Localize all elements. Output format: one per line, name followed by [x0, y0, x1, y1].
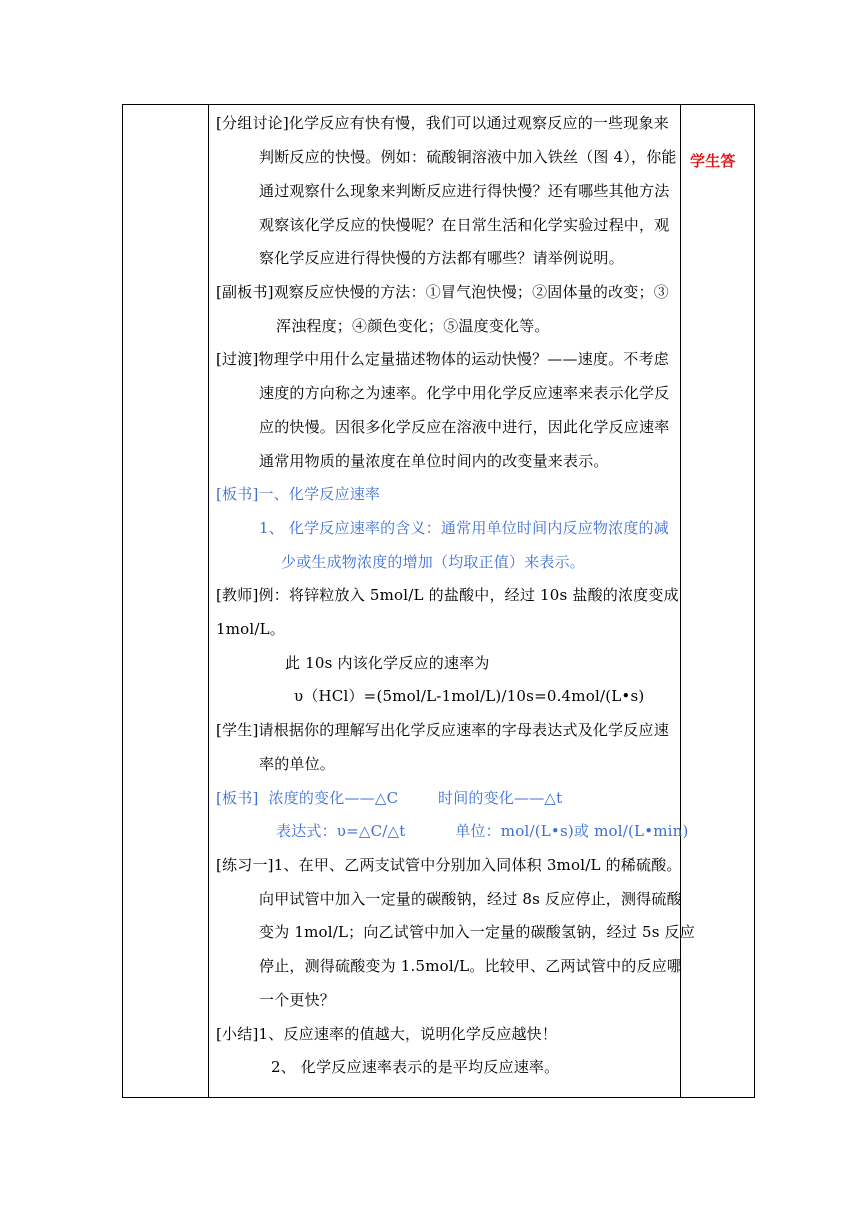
line-board-change: [板书] 浓度的变化——△C 时间的变化——△t [216, 789, 563, 807]
table-divider-2 [680, 104, 681, 1098]
line-exercise-5: 一个更快？ [259, 991, 336, 1009]
line-board-expression: 表达式：υ=△C/△t 单位：mol/(L•s)或 mol/(L•min) [276, 822, 689, 840]
line-exercise-4: 停止，测得硫酸变为 1.5mol/L。比较甲、乙两试管中的反应哪 [259, 957, 683, 975]
line-rate-intro: 此 10s 内该化学反应的速率为 [285, 654, 490, 672]
side-note: 学生答 [690, 152, 736, 170]
line-transition-2: 速度的方向称之为速率。化学中用化学反应速率来表示化学反 [259, 384, 670, 402]
table-border-left [122, 104, 123, 1098]
line-board-def-2: 少或生成物浓度的增加（均取正值）来表示。 [281, 553, 586, 571]
line-exercise-3: 变为 1mol/L；向乙试管中加入一定量的碳酸氢钠，经过 5s 反应 [259, 923, 695, 941]
line-teacher-example: [教师]例：将锌粒放入 5mol/L 的盐酸中，经过 10s 盐酸的浓度变成 [216, 586, 679, 604]
table-border-right [754, 104, 755, 1098]
line-exercise-2: 向甲试管中加入一定量的碳酸钠，经过 8s 反应停止，测得硫酸 [259, 890, 682, 908]
line-transition: [过渡]物理学中用什么定量描述物体的运动快慢？——速度。不考虑 [216, 350, 669, 368]
line-teacher-example-2: 1mol/L。 [216, 620, 286, 638]
table-divider-1 [208, 104, 209, 1098]
line-student-2: 率的单位。 [259, 755, 336, 773]
line-sub-board: [副板书]观察反应快慢的方法：①冒气泡快慢；②固体量的改变；③ [216, 283, 669, 301]
line-discussion-4: 观察该化学反应的快慢呢？在日常生活和化学实验过程中，观 [259, 216, 670, 234]
line-sub-board-2: 浑浊程度；④颜色变化；⑤温度变化等。 [276, 317, 550, 335]
line-discussion: [分组讨论]化学反应有快有慢，我们可以通过观察反应的一些现象来 [216, 114, 669, 132]
line-rate-formula: υ（HCl）=(5mol/L-1mol/L)/10s=0.4mol/(L•s) [294, 687, 645, 705]
line-board-title: [板书]一、化学反应速率 [216, 485, 381, 503]
line-summary: [小结]1、反应速率的值越大，说明化学反应越快！ [216, 1025, 558, 1043]
line-transition-4: 通常用物质的量浓度在单位时间内的改变量来表示。 [259, 452, 609, 470]
line-summary-2: 2、 化学反应速率表示的是平均反应速率。 [271, 1058, 560, 1076]
line-discussion-5: 察化学反应进行得快慢的方法都有哪些？请举例说明。 [259, 249, 624, 267]
line-board-def: 1、 化学反应速率的含义：通常用单位时间内反应物浓度的减 [259, 519, 669, 537]
line-discussion-3: 通过观察什么现象来判断反应进行得快慢？还有哪些其他方法 [259, 182, 670, 200]
table-border-bottom [122, 1097, 755, 1098]
line-transition-3: 应的快慢。因很多化学反应在溶液中进行，因此化学反应速率 [259, 418, 670, 436]
table-border-top [122, 104, 755, 105]
line-student: [学生]请根据你的理解写出化学反应速率的字母表达式及化学反应速 [216, 721, 669, 739]
line-exercise: [练习一]1、在甲、乙两支试管中分别加入同体积 3mol/L 的稀硫酸。 [216, 856, 682, 874]
line-discussion-2: 判断反应的快慢。例如：硫酸铜溶液中加入铁丝（图 4），你能 [259, 148, 677, 166]
